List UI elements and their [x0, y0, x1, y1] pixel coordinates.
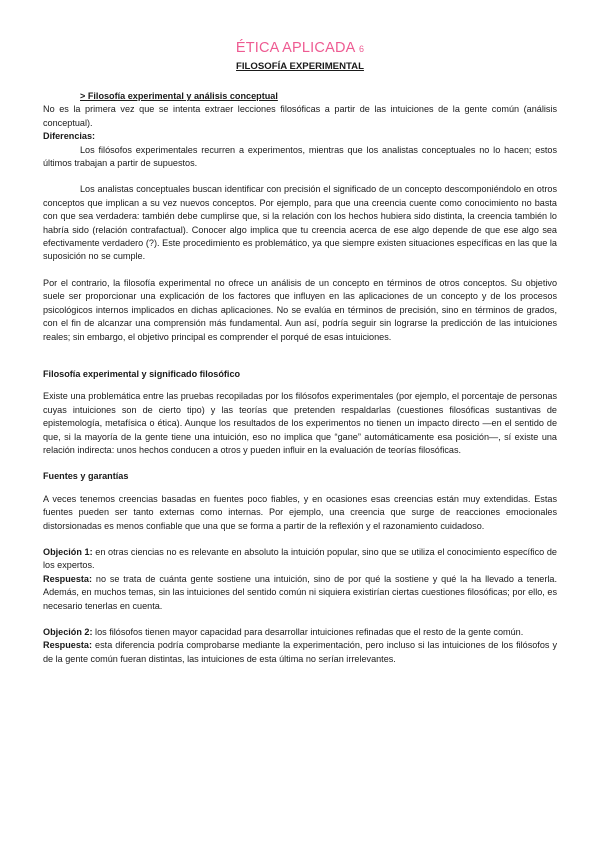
- response-1: [43, 573, 557, 613]
- objection-2: [43, 626, 557, 639]
- document-title: [43, 40, 557, 57]
- section1-paragraph-3: Los analistas conceptuales buscan identificar con precisión el significado de un concepto descomponiéndolo en otros conceptos que implican a su vez nuevos conceptos. Por ejemplo, para que una creencia cuente como conocimiento no basta con que sea verdadera: también debe cumplirse que, si la relación con los hechos hubiera sido distinta, la creencia también lo habría sido (relación contrafactual). Conocer algo implica que tu creencia acerca de ese algo depende de que ese algo sea efectivamente verdadero (?). Este procedimiento es problemático, ya que siempre existen situaciones específicas en las que la suposición no se cumple.: [43, 184, 557, 262]
- section2-paragraph-1: Existe una problemática entre las pruebas recopiladas por los filósofos experimentales (por ejemplo, el porcentaje de personas cuyas intuiciones son de cierto tipo) y las teorías que pretenden respaldarlas (cuestiones filosóficas sustantivas de epistemología, metafísica o ética). Aunque los resultados de los experimentos no tienen un impacto directo —en el sentido de que, si la mayoría de la gente tiene una intuición, eso no implica que “gane” automáticamente esa posición—, sí existe una relación indirecta: unos hechos conducen a otros y pueden influir en la evaluación de teorías filosóficas.: [43, 391, 557, 455]
- section2-heading: Filosofía experimental y significado filosófico: [43, 368, 241, 379]
- objection-1: [43, 546, 557, 573]
- response-1-text: no se trata de cuánta gente sostiene una intuición, sino de por qué la sostiene y qué la ha llevado a tenerla. Además, en muchos temas, sin las intuiciones del sentido común ni siquiera existirían ciertas cuestiones filosóficas; por ello, es necesario tenerlas en cuenta.: [43, 573, 557, 611]
- response-2-label: Respuesta:: [43, 640, 93, 651]
- response-2-text: esta diferencia podría comprobarse mediante la experimentación, pero incluso si las intuiciones de los filósofos y de la gente común fueran distintas, las intuiciones de esta última no serían irrelevantes.: [43, 640, 557, 664]
- title-number: 6: [358, 44, 365, 54]
- section1-paragraph-1: No es la primera vez que se intenta extraer lecciones filosóficas a partir de las intuiciones de la gente común (análisis conceptual).: [43, 104, 557, 128]
- objection-1-label: Objeción 1:: [43, 546, 93, 557]
- section1-paragraph-2: Los filósofos experimentales recurren a experimentos, mientras que los analistas conceptuales no lo hacen; estos últimos trabajan a partir de supuestos.: [43, 144, 557, 169]
- response-2: [43, 639, 557, 666]
- response-1-label: Respuesta:: [43, 573, 93, 584]
- objection-2-text: los filósofos tienen mayor capacidad para desarrollar intuiciones refinadas que el resto de la gente común.: [92, 627, 524, 637]
- section3-paragraph-1: A veces tenemos creencias basadas en fuentes poco fiables, y en ocasiones esas creencias están muy extendidas. Estas fuentes pueden ser tanto externas como internas. Por ejemplo, una creencia que surge de reacciones emocionales distorsionadas es menos confiable que una que se forma a partir de la reflexión y el razonamiento cuidadoso.: [43, 493, 557, 531]
- section3-heading: Fuentes y garantías: [43, 471, 129, 482]
- section1-paragraph-4: Por el contrario, la filosofía experimental no ofrece un análisis de un concepto en términos de otros conceptos. Su objetivo suele ser proporcionar una explicación de los factores que influyen en las aplicaciones de un concepto y de los procesos psicológicos internos implicados en dichas aplicaciones. No se evalúa en términos de precisión, sino en términos de grados, con el fin de alcanzar una comprensión más fundamental. Aun así, podría seguir sin lograrse la predicción de las intuiciones reales; sin embargo, el objetivo principal es comprender el porqué de esas intuiciones.: [43, 277, 557, 342]
- objection-1-text: en otras ciencias no es relevante en absoluto la intuición popular, sino que se utiliza el conocimiento específico de los expertos.: [43, 546, 557, 571]
- objection-2-label: Objeción 2:: [43, 627, 93, 637]
- differences-label-text: Diferencias:: [43, 131, 96, 142]
- section1-heading: > Filosofía experimental y análisis conceptual: [80, 91, 278, 101]
- document-subtitle: FILOSOFÍA EXPERIMENTAL: [236, 61, 364, 72]
- title-text: ÉTICA APLICADA: [235, 40, 355, 56]
- differences-label: [43, 130, 557, 143]
